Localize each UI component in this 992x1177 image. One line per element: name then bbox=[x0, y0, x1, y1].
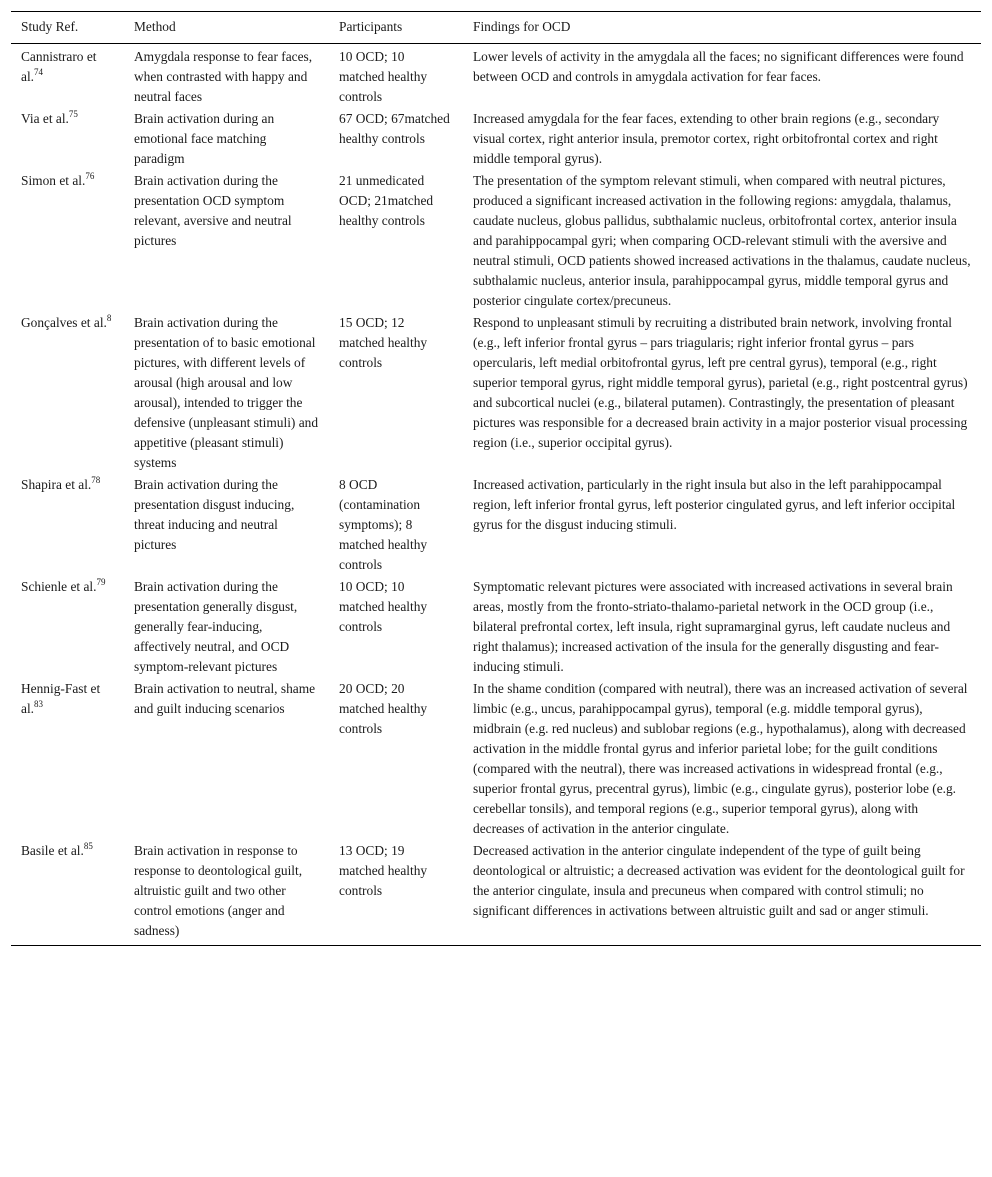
table-body bbox=[11, 44, 981, 946]
cell-study-ref bbox=[11, 313, 124, 475]
cell-method: Brain activation in response to response to deontological guilt, altruistic guilt and two other control emotions (anger and sadness) bbox=[134, 843, 303, 938]
cell-participants: 13 OCD; 19 matched healthy controls bbox=[339, 843, 428, 898]
cell-participants: 20 OCD; 20 matched healthy controls bbox=[339, 681, 428, 736]
cell-method: Brain activation during an emotional face matching paradigm bbox=[134, 111, 275, 166]
reference-number: 79 bbox=[96, 577, 106, 587]
reference-number: 76 bbox=[85, 171, 95, 181]
cell-study-ref bbox=[11, 475, 124, 577]
cell-study-ref bbox=[11, 109, 124, 171]
cell-study-ref bbox=[11, 44, 124, 110]
studies-table bbox=[11, 11, 981, 946]
table-row bbox=[11, 679, 981, 841]
cell-study-ref bbox=[11, 171, 124, 313]
cell-findings: In the shame condition (compared with neutral), there was an increased activation of several limbic (e.g., uncus, parahippocampal gyrus), temporal (e.g. middle temporal gyrus), midbrain (e.g. red nucleus) and sublobar regions (e.g., hypothalamus), along with decreased activation in the middle frontal gyrus and inferior parietal lobe; for the guilt conditions (compared with the neutral), there was increased activations in widespread frontal (e.g., superior frontal gyrus, precentral gyrus), limbic (e.g., cingulate gyrus), posterior lobe (e.g. cerebellar tonsils), and temporal regions (e.g., superior temporal gyrus), along with decreases of activation in the anterior cingulate. bbox=[473, 681, 968, 836]
study-name: Via et al. bbox=[21, 111, 69, 126]
table-row bbox=[11, 109, 981, 171]
study-name: Shapira et al. bbox=[21, 477, 92, 492]
header-study-ref: Study Ref. bbox=[21, 19, 79, 34]
table-header bbox=[11, 12, 981, 44]
study-name: Simon et al. bbox=[21, 173, 86, 188]
reference-number: 74 bbox=[34, 67, 44, 77]
header-method: Method bbox=[134, 19, 176, 34]
header-findings: Findings for OCD bbox=[473, 19, 571, 34]
reference-number: 75 bbox=[68, 109, 78, 119]
cell-method: Brain activation to neutral, shame and guilt inducing scenarios bbox=[134, 681, 316, 716]
table-row bbox=[11, 475, 981, 577]
table-row bbox=[11, 171, 981, 313]
cell-participants: 10 OCD; 10 matched healthy controls bbox=[339, 49, 428, 104]
cell-findings: Respond to unpleasant stimuli by recruiting a distributed brain network, involving frontal (e.g., left inferior frontal gyrus – pars triagularis; right inferior frontal gyrus – pars opercularis, left medial orbitofrontal gyrus, left pre central gyrus), temporal (e.g., right superior temporal gyrus, right middle temporal gyrus), parietal (e.g., right postcentral gyrus) and subcortical nuclei (e.g., bilateral putamen). Contrastingly, the presentation of pleasant pictures was responsible for a decreased brain activity in a major posterior visual processing region (i.e., superior occipital gyrus). bbox=[473, 315, 968, 450]
cell-study-ref bbox=[11, 841, 124, 946]
cell-participants: 67 OCD; 67matched healthy controls bbox=[339, 111, 450, 146]
cell-participants: 15 OCD; 12 matched healthy controls bbox=[339, 315, 428, 370]
table-row bbox=[11, 313, 981, 475]
cell-findings: Symptomatic relevant pictures were associated with increased activations in several brain areas, mostly from the fronto-striato-thalamo-parietal network in the OCD group (i.e., bilateral prefrontal cortex, left insula, right supramarginal gyrus, left caudate nucleus and right thalamus); increased activation of the insula for the generally disgusting and fear-inducing stimuli. bbox=[473, 579, 953, 674]
cell-method: Amygdala response to fear faces, when contrasted with happy and neutral faces bbox=[134, 49, 313, 104]
table-row bbox=[11, 44, 981, 110]
reference-number: 83 bbox=[34, 699, 44, 709]
cell-participants: 10 OCD; 10 matched healthy controls bbox=[339, 579, 428, 634]
study-name: Hennig-Fast et al. bbox=[21, 681, 101, 716]
cell-findings: Increased amygdala for the fear faces, extending to other brain regions (e.g., secondary visual cortex, right anterior insula, premotor cortex, right orbitofrontal cortex and right middle temporal gyrus). bbox=[473, 111, 940, 166]
study-name: Schienle et al. bbox=[21, 579, 97, 594]
cell-findings: Decreased activation in the anterior cingulate independent of the type of guilt being deontological or altruistic; a decreased activation was evident for the deontological guilt for the anterior cingulate, insula and precuneus when compared with control stimuli; no significant differences in activations between altruistic guilt and sad or anger stimuli. bbox=[473, 843, 965, 918]
reference-number: 85 bbox=[83, 841, 93, 851]
study-name: Basile et al. bbox=[21, 843, 84, 858]
cell-participants: 21 unmedicated OCD; 21matched healthy controls bbox=[339, 173, 434, 228]
cell-findings: The presentation of the symptom relevant stimuli, when compared with neutral pictures, produced a significant increased activation in the following regions: amygdala, thalamus, caudate nucleus, globus pallidus, subthalamic nucleus, orbitofrontal cortex, anterior insula and parahippocampal gyri; when comparing OCD-relevant stimuli with the aversive and neutral stimuli, OCD patients showed increased activations in the thalamus, caudate nucleus, subthalamic nucleus, anterior insula, parahippocampal gyrus, middle temporal gyrus and posterior cingulate cortex/precuneus. bbox=[473, 173, 971, 308]
cell-study-ref bbox=[11, 577, 124, 679]
cell-method: Brain activation during the presentation of to basic emotional pictures, with different levels of arousal (high arousal and low arousal), intended to trigger the defensive (unpleasant stimuli) and appetitive (pleasant stimuli) systems bbox=[134, 315, 319, 470]
header-row bbox=[11, 12, 981, 44]
reference-number: 8 bbox=[106, 313, 112, 323]
reference-number: 78 bbox=[91, 475, 101, 485]
table-row bbox=[11, 577, 981, 679]
cell-study-ref bbox=[11, 679, 124, 841]
study-name: Cannistraro et al. bbox=[21, 49, 97, 84]
header-participants: Participants bbox=[339, 19, 403, 34]
cell-participants: 8 OCD (contamination symptoms); 8 matched healthy controls bbox=[339, 477, 428, 572]
cell-method: Brain activation during the presentation generally disgust, generally fear-inducing, affectively neutral, and OCD symptom-relevant pictures bbox=[134, 579, 298, 674]
cell-method: Brain activation during the presentation disgust inducing, threat inducing and neutral pictures bbox=[134, 477, 295, 552]
cell-findings: Increased activation, particularly in the right insula but also in the left parahippocampal region, left inferior frontal gyrus, left posterior cingulated gyrus, and left inferior occipital gyrus for the disgust inducing stimuli. bbox=[473, 477, 956, 532]
table-row bbox=[11, 841, 981, 946]
study-name: Gonçalves et al. bbox=[21, 315, 107, 330]
cell-method: Brain activation during the presentation OCD symptom relevant, aversive and neutral pictures bbox=[134, 173, 292, 248]
cell-findings: Lower levels of activity in the amygdala all the faces; no significant differences were found between OCD and controls in amygdala activation for fear faces. bbox=[473, 49, 964, 84]
